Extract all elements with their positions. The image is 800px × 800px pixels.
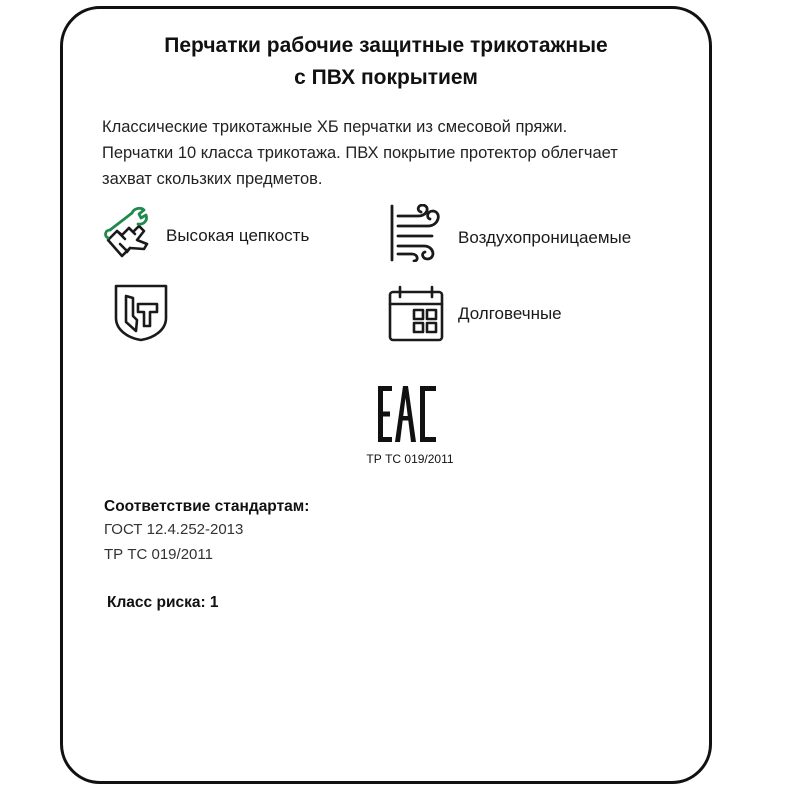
page-title [60,30,712,94]
standard-item: ТР ТС 019/2011 [104,546,213,563]
feature-label: Долговечные [458,304,562,323]
feature-high-grip [100,204,360,264]
description-line-1: Классические трикотажные ХБ перчатки из смесовой пряжи. [102,118,568,136]
glove-wrench-icon [100,204,158,262]
feature-label: Воздухопроницаемые [458,228,632,247]
calendar-durable-icon [388,284,444,342]
feature-breathable [388,204,688,266]
description-line-2: Перчатки 10 класса трикотажа. ПВХ покрытие протектор облегчает [102,144,618,162]
eac-regulation-code: ТР ТС 019/2011 [366,452,454,466]
standards-heading: Соответствие стандартам: [104,498,310,515]
feature-label: Высокая цепкость [166,226,310,245]
feature-mechanical-protection [113,284,173,344]
title-line-2: с ПВХ покрытием [294,66,478,89]
description-line-3: захват скользких предметов. [102,170,323,188]
product-description [102,114,702,192]
risk-class: Класс риска: 1 [107,594,219,611]
feature-durable [388,284,648,344]
eac-mark-icon [376,386,438,442]
title-line-1: Перчатки рабочие защитные трикотажные [164,34,608,57]
mechanical-protection-shield-icon [113,284,169,342]
eac-certification-logo [376,386,438,442]
breathable-wind-icon [388,204,444,262]
standard-item: ГОСТ 12.4.252-2013 [104,521,244,538]
